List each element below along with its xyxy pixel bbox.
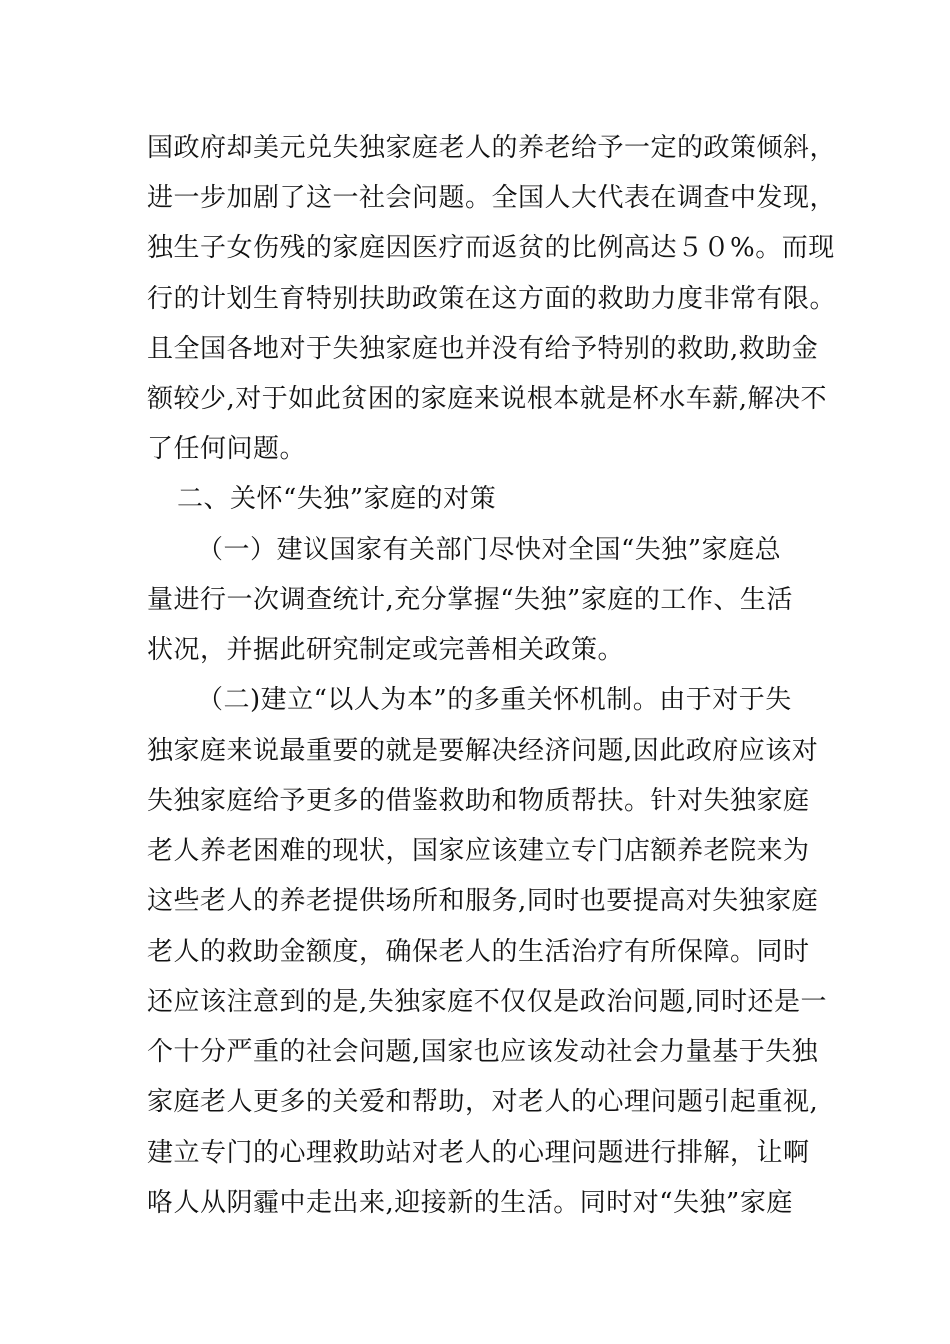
text-line: 建立专门的心理救助站对老人的心理问题进行排解，让啊 xyxy=(147,1138,810,1168)
text-line: 量进行一次调查统计,充分掌握“失独”家庭的工作、生活 xyxy=(147,585,793,615)
text-line: 还应该注意到的是,失独家庭不仅仅是政治问题,同时还是一 xyxy=(147,987,828,1017)
text-line: 了任何问题。 xyxy=(147,434,307,464)
text-line: 老人养老困难的现状，国家应该建立专门店额养老院来为 xyxy=(147,836,810,866)
text-line: （二)建立“以人为本”的多重关怀机制。由于对于失 xyxy=(197,685,792,715)
text-line: 家庭老人更多的关爱和帮助，对老人的心理问题引起重视, xyxy=(147,1087,819,1117)
text-line: 独生子女伤残的家庭因医疗而返贫的比例高达５０%。而现 xyxy=(147,233,835,263)
text-line: （一）建议国家有关部门尽快对全国“失独”家庭总 xyxy=(197,535,782,565)
text-line: 进一步加剧了这一社会问题。全国人大代表在调查中发现， xyxy=(147,183,837,213)
text-line: 国政府却美元兑失独家庭老人的养老给予一定的政策倾斜， xyxy=(147,133,837,163)
text-line: 且全国各地对于失独家庭也并没有给予特别的救助,救助金 xyxy=(147,334,819,364)
text-line: 独家庭来说最重要的就是要解决经济问题,因此政府应该对 xyxy=(147,736,819,766)
section-heading: 二、关怀“失独”家庭的对策 xyxy=(177,484,497,514)
text-line: 老人的救助金额度，确保老人的生活治疗有所保障。同时 xyxy=(147,937,810,967)
text-line: 咯人从阴霾中走出来,迎接新的生活。同时对“失独”家庭 xyxy=(147,1188,793,1218)
text-line: 这些老人的养老提供场所和服务,同时也要提高对失独家庭 xyxy=(147,886,819,916)
text-line: 失独家庭给予更多的借鉴救助和物质帮扶。针对失独家庭 xyxy=(147,786,810,816)
text-line: 额较少,对于如此贫困的家庭来说根本就是杯水车薪,解决不 xyxy=(147,384,828,414)
text-line: 行的计划生育特别扶助政策在这方面的救助力度非常有限。 xyxy=(147,284,837,314)
text-line: 状况，并据此研究制定或完善相关政策。 xyxy=(147,635,625,665)
text-line: 个十分严重的社会问题,国家也应该发动社会力量基于失独 xyxy=(147,1037,819,1067)
